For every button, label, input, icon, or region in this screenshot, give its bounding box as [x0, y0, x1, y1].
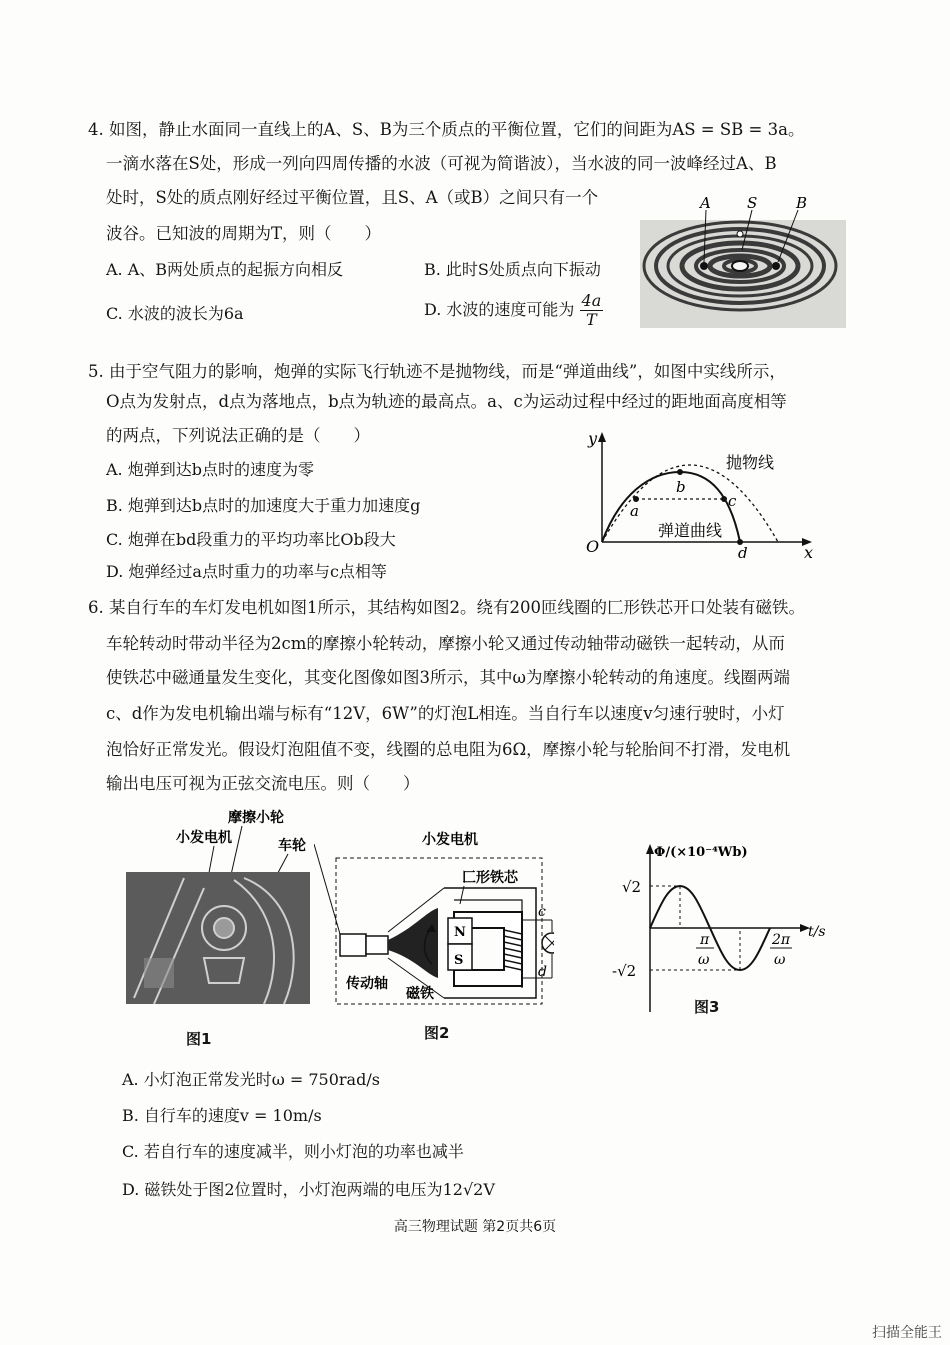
fig3-tick1-den: ω — [698, 952, 710, 968]
fig1-caption: 图1 — [186, 1030, 212, 1048]
ripple-label-b: B — [796, 194, 808, 212]
q4-line-1: 4. 如图，静止水面同一直线上的A、S、B为三个质点的平衡位置，它们的间距为AS = SB = 3a。 — [88, 120, 805, 139]
point-b-label: b — [676, 478, 686, 496]
fig2-shaft-cone — [388, 908, 438, 978]
y-axis-label: y — [588, 429, 598, 448]
fig2-label-d: d — [538, 964, 547, 980]
fig1-label-generator: 小发电机 — [176, 830, 232, 846]
drop-center — [732, 261, 748, 271]
fig1-label-friction-wheel: 摩擦小轮 — [228, 810, 284, 826]
point-a-label: a — [630, 502, 639, 520]
x-axis-label: x — [804, 543, 814, 562]
q4-option-d-prefix: D. 水波的速度可能为 — [424, 300, 575, 319]
fig2-label-s: S — [454, 953, 464, 968]
q4-option-d-numerator: 4a — [581, 291, 602, 310]
fig3-y-pos-label: √2 — [622, 878, 642, 896]
fig2-shaft-coupling — [366, 936, 388, 954]
fig2-label-core: 匚形铁芯 — [462, 870, 518, 886]
q6-option-a: A. 小灯泡正常发光时ω = 750rad/s — [122, 1070, 380, 1089]
point-d-label: d — [738, 544, 748, 562]
point-c-label: c — [728, 492, 737, 510]
ballistic-curve-label: 弹道曲线 — [658, 521, 723, 540]
q4-option-a: A. A、B两处质点的起振方向相反 — [106, 260, 344, 279]
q5-line-2: O点为发射点，d点为落地点，b点为轨迹的最高点。a、c为运动过程中经过的距地面高度相等 — [106, 392, 787, 411]
fig2-schematic — [314, 828, 554, 1014]
fig3-x-label: t/s — [808, 924, 826, 940]
q6-option-d: D. 磁铁处于图2位置时，小灯泡两端的电压为12√2V — [122, 1180, 495, 1199]
q4-line-2: 一滴水落在S处，形成一列向四周传播的水波（可视为简谐波），当水波的同一波峰经过A、B — [106, 154, 777, 173]
point-c — [721, 496, 727, 502]
q6-line-1: 6. 某自行车的车灯发电机如图1所示，其结构如图2。绕有200匝线圈的匚形铁芯开口处装有磁铁。 — [88, 598, 805, 617]
y-axis-arrow — [598, 432, 606, 442]
q6-line-6: 输出电压可视为正弦交流电压。则（ ） — [106, 774, 420, 793]
fig3-flux-graph — [608, 836, 838, 1016]
fig2-label-magnet: 磁铁 — [406, 986, 434, 1002]
fig3-y-label: Φ/(×10⁻⁴Wb) — [654, 845, 748, 860]
fig3-caption: 图3 — [694, 998, 720, 1016]
fig2-label-shaft: 传动轴 — [346, 976, 388, 992]
water-drop — [737, 231, 743, 237]
q4-ripple-figure — [640, 190, 846, 328]
fig3-tick1-num: π — [700, 932, 710, 948]
fig2-label-c: c — [538, 904, 546, 920]
fig3-tick2-num: 2π — [772, 932, 791, 948]
q6-line-5: 泡恰好正常发光。假设灯泡阻值不变，线圈的总电阻为6Ω，摩擦小轮与轮胎间不打滑，发电机 — [106, 740, 791, 759]
q5-option-a: A. 炮弹到达b点时的速度为零 — [106, 460, 314, 479]
q4-option-d-denominator: T — [586, 310, 597, 329]
q4-option-d-fraction — [580, 292, 604, 329]
q5-option-d: D. 炮弹经过a点时重力的功率与c点相等 — [106, 562, 387, 581]
q6-line-3: 使铁芯中磁通量发生变化，其变化图像如图3所示，其中ω为摩擦小轮转动的角速度。线圈两端 — [106, 668, 790, 687]
q4-option-b: B. 此时S处质点向下振动 — [424, 260, 601, 279]
q4-option-c: C. 水波的波长为6a — [106, 304, 244, 323]
q6-line-2: 车轮转动时带动半径为2cm的摩擦小轮转动，摩擦小轮又通过传动轴带动磁铁一起转动，从而 — [106, 634, 785, 653]
q6-option-b: B. 自行车的速度v = 10m/s — [122, 1106, 322, 1125]
point-b — [677, 469, 683, 475]
fig2-label-n: N — [454, 925, 466, 940]
point-a-dot — [700, 262, 708, 270]
origin-label: O — [586, 537, 600, 556]
q6-line-4: c、d作为发电机输出端与标有“12V，6W”的灯泡L相连。当自行车以速度v匀速行驶时，小灯 — [106, 704, 785, 723]
q4-line-4: 波谷。已知波的周期为T，则（ ） — [106, 224, 382, 243]
fig2-title: 小发电机 — [422, 832, 478, 848]
q4-option-d — [424, 292, 603, 329]
fig1-photo-patch — [144, 958, 174, 988]
point-b-dot — [772, 262, 780, 270]
fig1-photo — [124, 808, 314, 1008]
fig1-label-wheel: 车轮 — [278, 838, 306, 854]
q5-trajectory-figure — [580, 424, 820, 564]
page-footer: 高三物理试题 第2页共6页 — [393, 1219, 557, 1235]
q5-option-c: C. 炮弹在bd段重力的平均功率比Ob段大 — [106, 530, 396, 549]
q6-option-c: C. 若自行车的速度减半，则小灯泡的功率也减半 — [122, 1142, 464, 1161]
ripple-label-s: S — [747, 194, 758, 212]
fig2-caption: 图2 — [424, 1024, 450, 1042]
parabola-label: 抛物线 — [726, 453, 775, 472]
fig3-tick2-den: ω — [774, 952, 786, 968]
fig2-friction-wheel — [340, 934, 366, 956]
fig3-y-neg-label: -√2 — [612, 962, 637, 980]
q5-option-b: B. 炮弹到达b点时的加速度大于重力加速度g — [106, 496, 421, 515]
q4-line-3: 处时，S处的质点刚好经过平衡位置，且S、A（或B）之间只有一个 — [106, 188, 599, 207]
fig3-y-axis-arrow — [646, 844, 654, 854]
q5-line-1: 5. 由于空气阻力的影响，炮弹的实际飞行轨迹不是抛物线，而是“弹道曲线”，如图中实线所示， — [88, 362, 786, 381]
q5-line-3: 的两点，下列说法正确的是（ ） — [106, 426, 370, 445]
scanner-watermark: 扫描全能王 — [872, 1325, 942, 1341]
ripple-label-a: A — [700, 194, 711, 212]
